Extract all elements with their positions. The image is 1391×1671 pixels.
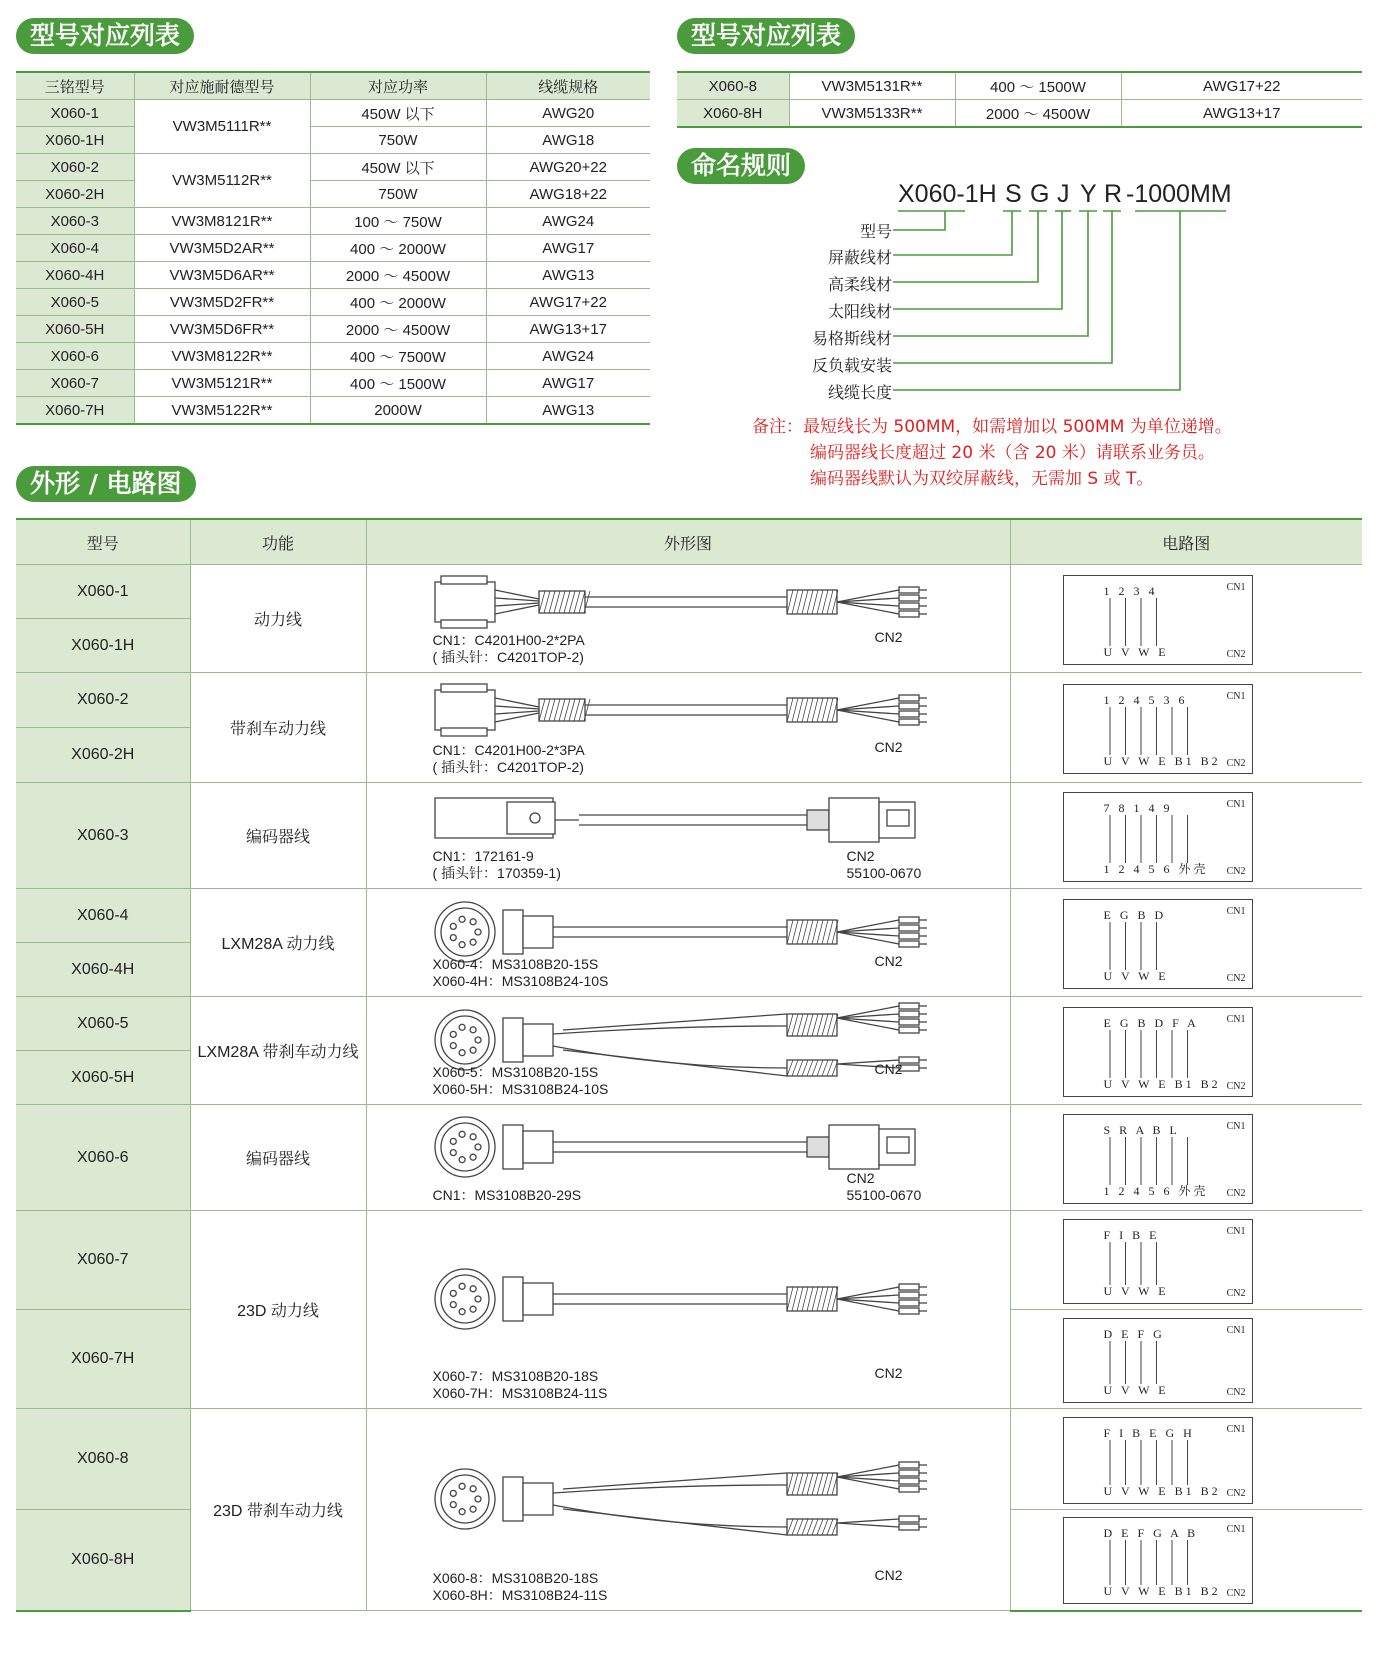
label-sun: 太阳线材 [827, 302, 892, 321]
spec-cell: AWG17+22 [1121, 72, 1362, 100]
circuit-top-pins: F I B E [1103, 1227, 1160, 1242]
circuit-diagram [1063, 1417, 1253, 1504]
schneider-cell: VW3M5131R** [789, 72, 955, 100]
cn1-caption [433, 742, 585, 776]
circuit-cn1-tag: CN1 [1226, 1013, 1246, 1025]
model-cell: X060-5H [16, 1051, 190, 1105]
model-cell: X060-2H [16, 728, 190, 783]
circuit-bottom-pins: U V W E [1103, 1382, 1169, 1397]
model-table-heading: 型号对应列表 [16, 18, 194, 54]
cn1-caption [433, 956, 609, 990]
outline-row [16, 565, 1362, 619]
schneider-cell: VW3M8121R** [134, 208, 310, 235]
caption-line: CN1：MS3108B20-29S [432, 1186, 582, 1203]
circuit-cn2-tag: CN2 [1226, 1287, 1246, 1299]
outline-row [16, 673, 1362, 728]
spec-cell: AWG18 [486, 127, 650, 154]
circuit-cn1-tag: CN1 [1226, 1120, 1246, 1132]
circuit-cn1-tag: CN1 [1226, 798, 1246, 810]
circuit-bottom-pins: 1 2 4 5 6 外壳 [1103, 1183, 1209, 1198]
label-igus: 易格斯线材 [811, 329, 892, 348]
outline-drawing-cell [366, 997, 1010, 1105]
spec-cell: AWG24 [486, 343, 650, 370]
code-s: S [1005, 180, 1022, 208]
power-cell: 750W [310, 181, 486, 208]
schneider-cell: VW3M5133R** [789, 100, 955, 128]
circuit-cn2-tag: CN2 [1226, 1187, 1246, 1199]
model-cell: X060-8H [16, 1510, 190, 1611]
caption-line: X060-4H：MS3108B24-10S [432, 972, 609, 989]
function-cell: 编码器线 [190, 783, 366, 889]
model-cell: X060-8 [16, 1409, 190, 1510]
circuit-top-pins: 7 8 1 4 9 [1103, 800, 1173, 815]
power-cell: 400 ～ 1500W [310, 370, 486, 397]
spec-cell: AWG13 [486, 397, 650, 425]
circuit-diagram [1063, 1219, 1253, 1304]
circuit-cell [1010, 1409, 1362, 1510]
outline-row [16, 1409, 1362, 1510]
circuit-cn2-tag: CN2 [1226, 972, 1246, 984]
circuit-bottom-pins: 1 2 4 5 6 外壳 [1103, 861, 1209, 876]
circuit-diagram [1063, 1318, 1253, 1403]
model-cell: X060-2 [16, 154, 134, 181]
cn2-caption [875, 739, 903, 756]
circuit-bottom-pins: U V W E B1 B2 [1103, 1483, 1221, 1498]
circuit-top-pins: D E F G [1103, 1326, 1165, 1341]
model-cell: X060-7 [16, 1211, 190, 1310]
function-cell: 编码器线 [190, 1105, 366, 1211]
circuit-diagram [1063, 1007, 1253, 1097]
outline-table [16, 518, 1362, 1612]
caption-line: CN1：C4201H00-2*2PA [432, 631, 585, 648]
function-cell: 带刹车动力线 [190, 673, 366, 783]
circuit-diagram [1063, 1114, 1253, 1204]
circuit-cn2-tag: CN2 [1226, 865, 1246, 877]
model-cell: X060-7H [16, 397, 134, 425]
circuit-cell [1010, 1510, 1362, 1611]
spec-cell: AWG13 [486, 262, 650, 289]
label-shield: 屏蔽线材 [827, 248, 892, 267]
cn2-caption [875, 1567, 903, 1584]
cn2-caption [875, 1365, 903, 1382]
model-cell: X060-7 [16, 370, 134, 397]
circuit-cell [1010, 673, 1362, 783]
model-cell: X060-5 [16, 997, 190, 1051]
label-length: 线缆长度 [827, 383, 892, 402]
circuit-diagram [1063, 684, 1253, 774]
circuit-cn1-tag: CN1 [1226, 1524, 1246, 1536]
caption-line: X060-4：MS3108B20-15S [432, 955, 599, 972]
circuit-diagram [1063, 1517, 1253, 1604]
model-cell: X060-3 [16, 783, 190, 889]
circuit-bottom-pins: U V W E B1 B2 [1103, 1584, 1221, 1599]
circuit-top-pins: E G B D F A [1103, 1015, 1199, 1030]
model-cell: X060-1H [16, 619, 190, 673]
circuit-diagram [1063, 899, 1253, 989]
spec-cell: AWG17+22 [486, 289, 650, 316]
header-cell: 对应功率 [310, 72, 486, 100]
outline-drawing-cell [366, 1409, 1010, 1611]
schneider-cell: VW3M5D2FR** [134, 289, 310, 316]
outline-drawing-cell [366, 1211, 1010, 1409]
caption-line: CN1：C4201H00-2*3PA [432, 741, 585, 758]
spec-cell: AWG24 [486, 208, 650, 235]
caption-line: X060-7H：MS3108B24-11S [432, 1384, 608, 1401]
outline-row [16, 783, 1362, 889]
circuit-cell [1010, 889, 1362, 997]
circuit-bottom-pins: U V W E [1103, 1283, 1169, 1298]
circuit-cn1-tag: CN1 [1226, 690, 1246, 702]
model-cell: X060-4 [16, 889, 190, 943]
circuit-bottom-pins: U V W E B1 B2 [1103, 1076, 1221, 1091]
cn2-caption [875, 629, 903, 646]
schneider-cell: VW3M5D2AR** [134, 235, 310, 262]
circuit-cell [1010, 783, 1362, 889]
model-table-right [677, 71, 1362, 128]
outline-row [16, 889, 1362, 943]
schneider-cell: VW3M5122R** [134, 397, 310, 425]
outline-drawing-cell [366, 783, 1010, 889]
caption-line: X060-5：MS3108B20-15S [432, 1063, 599, 1080]
power-cell: 2000 ～ 4500W [310, 316, 486, 343]
cn2-caption [875, 953, 903, 970]
circuit-diagram [1063, 575, 1253, 665]
outline-row [16, 997, 1362, 1051]
caption-line: ( 插头针：C4201TOP-2) [432, 648, 584, 665]
circuit-diagram [1063, 792, 1253, 882]
outline-drawing-cell [366, 673, 1010, 783]
power-cell: 100 ～ 750W [310, 208, 486, 235]
caption-line: ( 插头针：C4201TOP-2) [432, 758, 584, 775]
circuit-cn1-tag: CN1 [1226, 1423, 1246, 1435]
circuit-cn1-tag: CN1 [1226, 581, 1246, 593]
label-model: 型号 [859, 222, 892, 241]
code-model: X060-1H [898, 180, 997, 208]
circuit-cn2-tag: CN2 [1226, 1080, 1246, 1092]
power-cell: 400 ～ 7500W [310, 343, 486, 370]
circuit-top-pins: D E F G A B [1103, 1526, 1199, 1541]
cn2-part: 55100-0670 [846, 1186, 922, 1203]
power-cell: 450W 以下 [310, 100, 486, 127]
model-cell: X060-4H [16, 943, 190, 997]
model-cell: X060-7H [16, 1310, 190, 1409]
cn2-label: CN2 [846, 1169, 875, 1186]
cn2-part: 55100-0670 [846, 864, 922, 881]
power-cell: 750W [310, 127, 486, 154]
function-cell: 23D 带刹车动力线 [190, 1409, 366, 1611]
header-cell: 三铭型号 [16, 72, 134, 100]
outline-drawing-cell [366, 889, 1010, 997]
spec-cell: AWG17 [486, 370, 650, 397]
circuit-cell [1010, 1105, 1362, 1211]
cn2-label: CN2 [874, 1364, 903, 1381]
function-cell: LXM28A 动力线 [190, 889, 366, 997]
model-cell: X060-5H [16, 316, 134, 343]
circuit-cn1-tag: CN1 [1226, 1324, 1246, 1336]
schneider-cell: VW3M5D6FR** [134, 316, 310, 343]
circuit-top-pins: E G B D [1103, 907, 1167, 922]
model-cell: X060-6 [16, 1105, 190, 1211]
schneider-cell: VW3M5121R** [134, 370, 310, 397]
code-g: G [1030, 180, 1050, 208]
circuit-cn2-tag: CN2 [1226, 1487, 1246, 1499]
power-cell: 2000W [310, 397, 486, 425]
spec-cell: AWG13+17 [486, 316, 650, 343]
model-cell: X060-5 [16, 289, 134, 316]
circuit-cn1-tag: CN1 [1226, 1225, 1246, 1237]
cn1-caption [433, 1064, 609, 1098]
model-cell: X060-6 [16, 343, 134, 370]
circuit-cn1-tag: CN1 [1226, 905, 1246, 917]
spec-cell: AWG20 [486, 100, 650, 127]
caption-line: ( 插头针：170359-1) [432, 864, 561, 881]
outline-row [16, 1105, 1362, 1211]
cn2-label: CN2 [874, 952, 903, 969]
schneider-cell: VW3M5D6AR** [134, 262, 310, 289]
outline-row [16, 1211, 1362, 1310]
caption-line: X060-8：MS3108B20-18S [432, 1569, 599, 1586]
spec-cell: AWG18+22 [486, 181, 650, 208]
function-cell: LXM28A 带刹车动力线 [190, 997, 366, 1105]
schneider-cell: VW3M5111R** [134, 100, 310, 154]
model-cell: X060-4 [16, 235, 134, 262]
outline-drawing-cell [366, 565, 1010, 673]
schneider-cell: VW3M5112R** [134, 154, 310, 208]
header-cell: 功能 [190, 519, 366, 565]
code-y: Y [1080, 180, 1097, 208]
circuit-bottom-pins: U V W E [1103, 644, 1169, 659]
cn1-caption [433, 848, 561, 882]
spec-cell: AWG17 [486, 235, 650, 262]
cn1-caption [433, 632, 585, 666]
spec-cell: AWG20+22 [486, 154, 650, 181]
circuit-bottom-pins: U V W E [1103, 968, 1169, 983]
circuit-cell [1010, 1310, 1362, 1409]
model-cell: X060-8 [677, 72, 789, 100]
header-cell: 对应施耐德型号 [134, 72, 310, 100]
label-reverse: 反负载安装 [811, 356, 892, 375]
model-cell: X060-8H [677, 100, 789, 128]
model-cell: X060-2H [16, 181, 134, 208]
model-table-left [16, 71, 650, 425]
header-cell: 型号 [16, 519, 190, 565]
model-table-heading-2: 型号对应列表 [677, 18, 855, 54]
cn2-label: CN2 [874, 1566, 903, 1583]
function-cell: 23D 动力线 [190, 1211, 366, 1409]
cn2-caption [847, 848, 922, 882]
cn2-label: CN2 [846, 847, 875, 864]
circuit-cell [1010, 997, 1362, 1105]
outline-heading: 外形 / 电路图 [16, 466, 196, 502]
model-cell: X060-1 [16, 565, 190, 619]
power-cell: 400 ～ 1500W [955, 72, 1121, 100]
cn2-label: CN2 [874, 738, 903, 755]
outline-drawing-cell [366, 1105, 1010, 1211]
circuit-cn2-tag: CN2 [1226, 1588, 1246, 1600]
caption-line: X060-5H：MS3108B24-10S [432, 1080, 609, 1097]
model-cell: X060-4H [16, 262, 134, 289]
cn1-caption [433, 1368, 608, 1402]
header-cell: 线缆规格 [486, 72, 650, 100]
code-length: -1000MM [1126, 180, 1232, 208]
code-r: R [1104, 180, 1123, 208]
circuit-top-pins: 1 2 3 4 [1103, 583, 1158, 598]
power-cell: 400 ～ 2000W [310, 235, 486, 262]
model-cell: X060-3 [16, 208, 134, 235]
circuit-cell [1010, 1211, 1362, 1310]
circuit-bottom-pins: U V W E B1 B2 [1103, 753, 1221, 768]
note-line-1: 备注：最短线长为 500MM，如需增加以 500MM 为单位递增。 [752, 417, 1232, 437]
code-j: J [1057, 180, 1070, 208]
header-cell: 电路图 [1010, 519, 1362, 565]
note-line-2: 编码器线长度超过 20 米（含 20 米）请联系业务员。 [810, 443, 1215, 463]
circuit-cn2-tag: CN2 [1226, 1386, 1246, 1398]
cn2-caption [847, 1170, 922, 1204]
cn2-caption [875, 1061, 903, 1078]
model-cell: X060-1 [16, 100, 134, 127]
cn2-label: CN2 [874, 628, 903, 645]
model-cell: X060-2 [16, 673, 190, 728]
circuit-top-pins: 1 2 4 5 3 6 [1103, 692, 1188, 707]
caption-line: CN1：172161-9 [432, 847, 534, 864]
note-line-3: 编码器线默认为双绞屏蔽线，无需加 S 或 T。 [810, 469, 1154, 489]
circuit-cn2-tag: CN2 [1226, 757, 1246, 769]
function-cell: 动力线 [190, 565, 366, 673]
circuit-cell [1010, 565, 1362, 673]
cn1-caption [433, 1187, 582, 1204]
circuit-top-pins: S R A B L [1103, 1122, 1180, 1137]
power-cell: 400 ～ 2000W [310, 289, 486, 316]
header-cell: 外形图 [366, 519, 1010, 565]
circuit-top-pins: F I B E G H [1103, 1425, 1195, 1440]
label-flex: 高柔线材 [827, 275, 892, 294]
schneider-cell: VW3M8122R** [134, 343, 310, 370]
circuit-cn2-tag: CN2 [1226, 648, 1246, 660]
power-cell: 2000 ～ 4500W [310, 262, 486, 289]
cn2-label: CN2 [874, 1060, 903, 1077]
caption-line: X060-8H：MS3108B24-11S [432, 1586, 608, 1603]
cn1-caption [433, 1570, 608, 1604]
model-cell: X060-1H [16, 127, 134, 154]
power-cell: 2000 ～ 4500W [955, 100, 1121, 128]
spec-cell: AWG13+17 [1121, 100, 1362, 128]
power-cell: 450W 以下 [310, 154, 486, 181]
naming-rule-heading: 命名规则 [677, 148, 805, 184]
caption-line: X060-7：MS3108B20-18S [432, 1367, 599, 1384]
